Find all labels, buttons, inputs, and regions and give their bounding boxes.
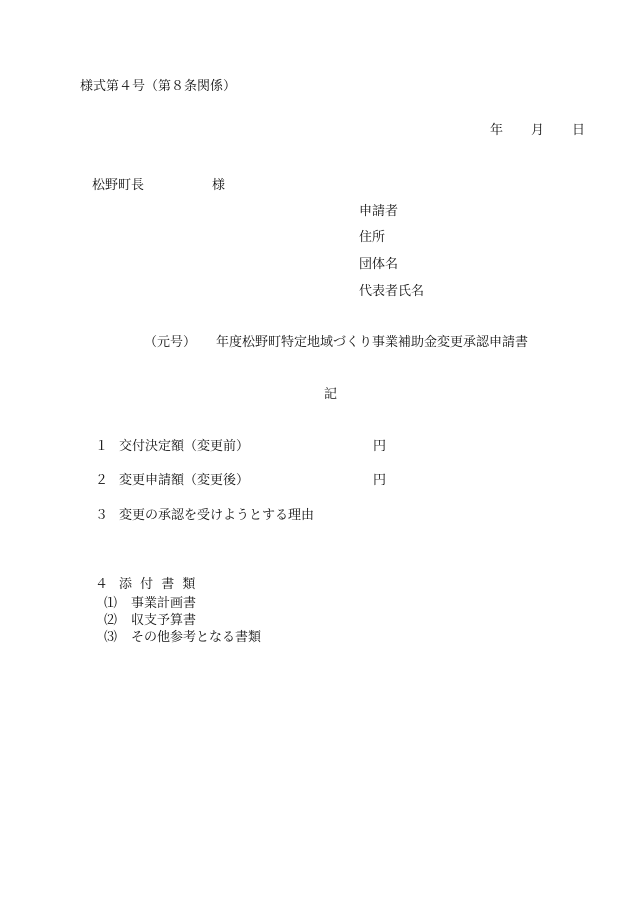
item-number: ２	[95, 473, 109, 488]
attachments-number: ４	[95, 577, 109, 592]
attachment-marker: ⑵	[104, 613, 118, 628]
section-heading: 記	[324, 387, 338, 402]
applicant-representative: 代表者氏名	[359, 284, 425, 299]
applicant-organization: 団体名	[359, 257, 399, 272]
addressee	[92, 179, 225, 192]
attachments-label: 添 付 書 類	[119, 577, 198, 592]
attachment-item: 事業計画書	[131, 596, 197, 611]
document-title	[144, 336, 528, 349]
item-label: 変更の承認を受けようとする理由	[119, 508, 315, 523]
addressee-name: 松野町長	[92, 178, 145, 193]
applicant-address: 住所	[359, 230, 386, 245]
applicant-label: 申請者	[359, 204, 399, 219]
item-label: 変更申請額（変更後）	[119, 473, 250, 488]
date-line	[490, 124, 585, 137]
title-text: 年度松野町特定地域づくり事業補助金変更承認申請書	[216, 335, 529, 350]
form-number: 様式第４号（第８条関係）	[80, 79, 237, 94]
item-number: １	[95, 439, 109, 454]
item-unit: 円	[373, 473, 387, 488]
item-number: ３	[95, 508, 109, 523]
item-unit: 円	[373, 439, 387, 454]
attachment-marker: ⑴	[104, 596, 118, 611]
date-month: 月	[531, 123, 545, 138]
item-label: 交付決定額（変更前）	[119, 439, 250, 454]
attachment-item: 収支予算書	[131, 613, 197, 628]
date-day: 日	[572, 123, 586, 138]
addressee-honorific: 様	[212, 178, 226, 193]
attachment-item: その他参考となる書類	[131, 630, 262, 645]
date-year: 年	[490, 123, 504, 138]
title-era: （元号）	[144, 335, 197, 350]
attachment-marker: ⑶	[104, 630, 118, 645]
